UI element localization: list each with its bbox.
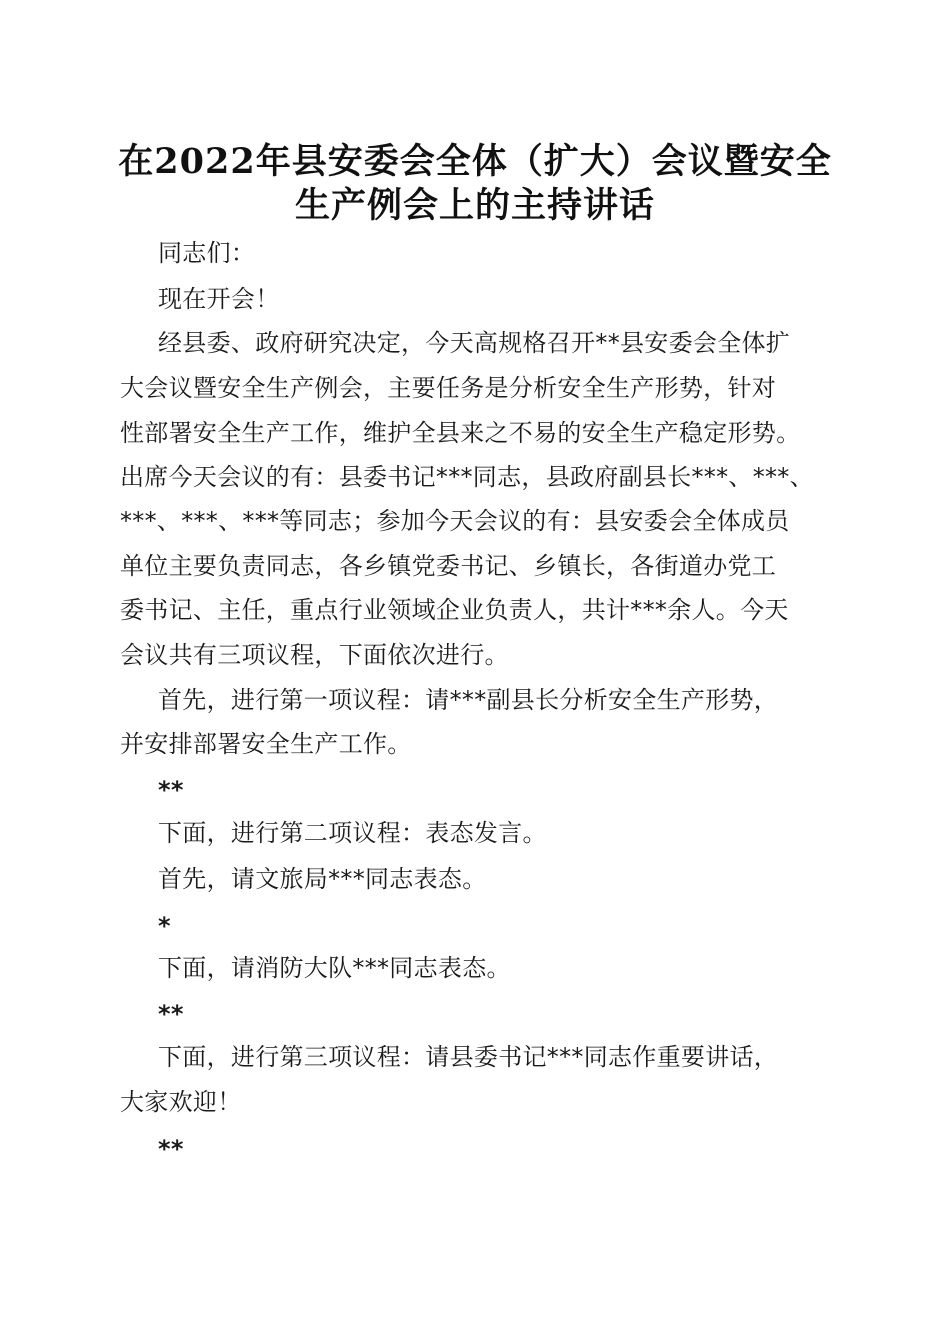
placeholder-stars: * bbox=[158, 912, 171, 940]
paragraph-line: 并安排部署安全生产工作。 bbox=[120, 730, 412, 758]
paragraph-line: 经县委、政府研究决定，今天高规格召开**县安委会全体扩 bbox=[158, 329, 791, 357]
paragraph-line: 下面，进行第三项议程：请县委书记***同志作重要讲话， bbox=[158, 1043, 779, 1071]
salutation: 同志们： bbox=[158, 239, 256, 267]
document-title-line-1: 在2022年县安委会全体（扩大）会议暨安全 bbox=[118, 141, 832, 182]
paragraph-line: 下面，进行第二项议程：表态发言。 bbox=[158, 819, 547, 847]
paragraph-line: 委书记、主任，重点行业领域企业负责人，共计***余人。今天 bbox=[120, 596, 789, 624]
paragraph-line: 出席今天会议的有：县委书记***同志，县政府副县长***、***、 bbox=[120, 463, 814, 491]
paragraph-line: 首先，进行第一项议程：请***副县长分析安全生产形势， bbox=[158, 686, 779, 714]
paragraph-line: 性部署安全生产工作，维护全县来之不易的安全生产稳定形势。 bbox=[120, 419, 801, 447]
placeholder-stars: ** bbox=[158, 776, 184, 804]
paragraph-line: 下面，请消防大队***同志表态。 bbox=[158, 954, 511, 982]
opening-line: 现在开会！ bbox=[158, 285, 280, 313]
document-title-line-2: 生产例会上的主持讲话 bbox=[294, 185, 655, 226]
paragraph-line: 会议共有三项议程，下面依次进行。 bbox=[120, 641, 509, 669]
paragraph-line: ***、***、***等同志；参加今天会议的有：县安委会全体成员 bbox=[120, 507, 790, 535]
paragraph-line: 大会议暨安全生产例会，主要任务是分析安全生产形势，针对 bbox=[120, 374, 777, 402]
placeholder-stars: ** bbox=[158, 1135, 184, 1163]
placeholder-stars: ** bbox=[158, 1000, 184, 1028]
paragraph-line: 首先，请文旅局***同志表态。 bbox=[158, 865, 487, 893]
paragraph-line: 大家欢迎！ bbox=[120, 1088, 242, 1116]
paragraph-line: 单位主要负责同志，各乡镇党委书记、乡镇长，各街道办党工 bbox=[120, 552, 777, 580]
